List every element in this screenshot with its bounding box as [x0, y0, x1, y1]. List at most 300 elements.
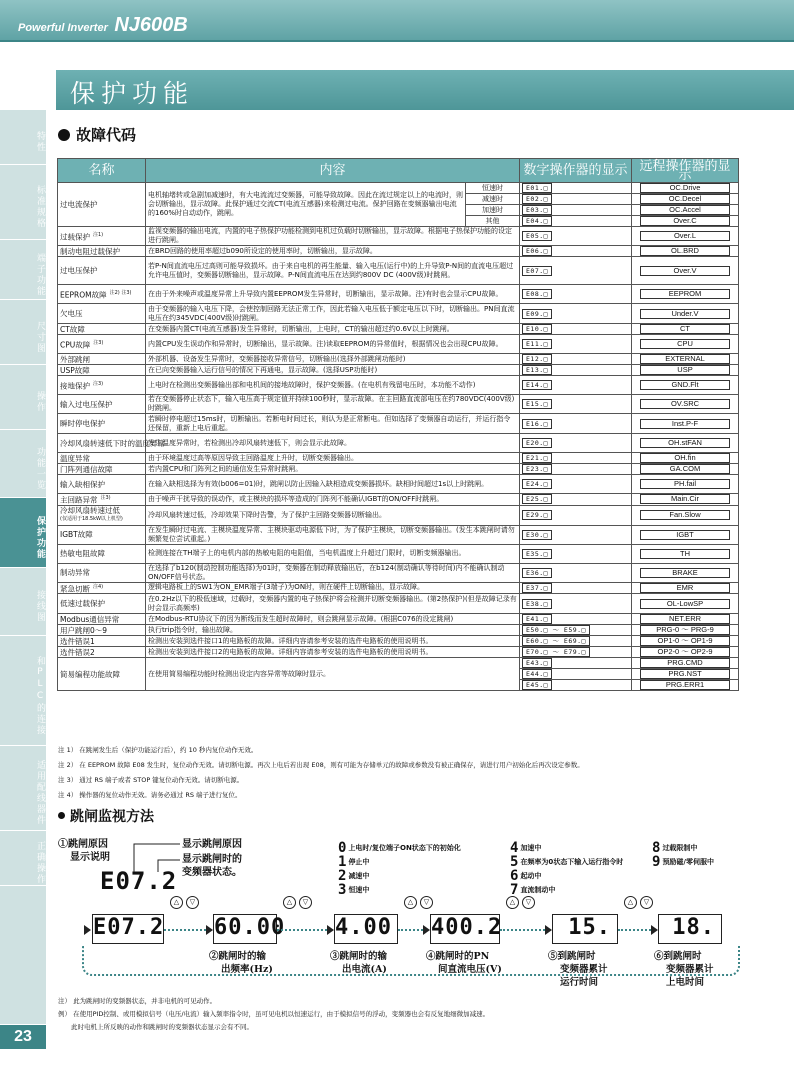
- fault-description: 在使用简易编程功能时检测出设定内容异常等故障时显示。: [146, 658, 520, 691]
- side-tab-9[interactable]: 适用配线器件: [0, 746, 46, 831]
- legend-digit: 1: [338, 854, 347, 870]
- down-key-icon[interactable]: ▽: [186, 896, 199, 909]
- remote-display-cell: [632, 525, 739, 544]
- fault-name: [58, 594, 146, 614]
- remote-display-cell: [632, 183, 739, 194]
- legend-text: 在频率为0状态下输入运行指令时: [520, 858, 624, 866]
- caption-line: ③跳闸时的输: [330, 951, 388, 962]
- fault-name-text: CT故障: [60, 324, 85, 334]
- legend-digit: 7: [510, 882, 519, 898]
- remote-code: CPU: [640, 339, 730, 349]
- legend-text: 直流制动中: [520, 886, 556, 894]
- remote-code: OH.fin: [640, 453, 730, 463]
- fault-name-text: 冷却风扇转速过低: [60, 506, 120, 515]
- col-header-remote: 远程操作器的显示: [632, 159, 739, 183]
- digital-code: E16.□: [522, 419, 552, 429]
- table-row: [58, 614, 739, 625]
- digital-code: E24.□: [522, 479, 552, 489]
- right-arrow-icon: [84, 925, 91, 935]
- remote-display-cell: [632, 582, 739, 594]
- legend-text: 加速中: [520, 844, 542, 852]
- fault-description: 发生温度异常时，若检测出冷却风扇转速低下，则会显示此故障。: [146, 434, 520, 453]
- legend-digit: 3: [338, 882, 347, 898]
- remote-display-cell: [632, 205, 739, 216]
- fault-name: [58, 525, 146, 544]
- remote-display-cell: [632, 505, 739, 525]
- legend-text: 停止中: [348, 858, 370, 866]
- trip-display-4: 15.: [552, 914, 618, 944]
- fault-name: 简易编程功能故障: [58, 658, 146, 691]
- cause-label-line1: ①跳闸原因: [58, 839, 108, 850]
- fault-description: 上电时在检测出变频器输出部和电机间的接地故障时，保护变频器。(在电机有残留电压时，本功能不动作): [146, 376, 520, 395]
- up-key-icon[interactable]: △: [170, 896, 183, 909]
- table-row: [58, 464, 739, 475]
- page-title: 保护功能: [70, 79, 195, 108]
- fault-description: 外部机器、设备发生异常时，变频器接收异常信号，切断输出(选择外部跳闸功能时): [146, 354, 520, 365]
- legend-item: [652, 854, 714, 870]
- page-title-band: [56, 70, 794, 110]
- caption-line: 运行时间: [560, 977, 599, 988]
- legend-text: 减速中: [348, 872, 370, 880]
- table-row: [58, 354, 739, 365]
- remote-display-cell: [632, 246, 739, 257]
- side-tab-1[interactable]: 标准规格: [0, 165, 46, 240]
- digital-code: E10.□: [522, 324, 552, 334]
- fault-name-text: 门阵列通信故障: [60, 464, 113, 474]
- digital-display-cell: [520, 475, 632, 494]
- fault-description: 若内置CPU和门阵列之间的通信发生异常时跳闸。: [146, 464, 520, 475]
- fault-name: [58, 636, 146, 647]
- table-row: [58, 395, 739, 414]
- remote-display-cell: [632, 335, 739, 354]
- remote-code: OC.Decel: [640, 194, 730, 204]
- caption-line: 出电流(A): [342, 964, 387, 975]
- digital-display-cell: [520, 365, 632, 376]
- fault-name: [58, 464, 146, 475]
- digital-display-cell: [520, 658, 632, 669]
- table-row: [58, 365, 739, 376]
- fault-note-ref: (仅适用于18.5kW以上机型): [60, 516, 123, 522]
- fault-name: [58, 227, 146, 246]
- legend-text: 上电时/复位端子ON状态下的初始化: [348, 844, 461, 852]
- digital-code: E36.□: [522, 568, 552, 578]
- side-tab-0[interactable]: 特性: [0, 110, 46, 165]
- table-row: [58, 563, 739, 582]
- digital-code: E44.□: [522, 669, 552, 679]
- side-tab-5[interactable]: 功能一览: [0, 430, 46, 498]
- digital-display-cell: [520, 395, 632, 414]
- down-key-icon[interactable]: ▽: [420, 896, 433, 909]
- fault-note-ref: 注3): [93, 339, 104, 346]
- section-title: 故障代码: [76, 126, 137, 144]
- fault-condition: 恒速时: [466, 183, 520, 194]
- caption-line: 上电时间: [666, 977, 705, 988]
- digital-code: E06.□: [522, 246, 552, 256]
- fault-description: 在由于外来噪声或温度异常上升导致内置EEPROM发生异常时，切断输出，显示故障。注)有时也会显示CPU故障。: [146, 285, 520, 304]
- fault-note-ref: 注3): [100, 495, 111, 501]
- remote-code: Inst.P-F: [640, 419, 730, 429]
- fault-description: 由于变频器的输入电压下降，会使控制回路无法正常工作，因此若输入电压低于额定电压以下时，切断输出。PN间直流电压在约345VDC(400V级)时跳闸。: [146, 304, 520, 324]
- digital-display-cell: [520, 246, 632, 257]
- table-row: [58, 414, 739, 434]
- fault-name: [58, 376, 146, 395]
- digital-display-cell: [520, 205, 632, 216]
- caption-line: ④跳闸时的PN: [426, 951, 490, 962]
- sequence-connector: [164, 929, 206, 931]
- digital-code: E25.□: [522, 494, 552, 504]
- legend-digit: 9: [652, 854, 661, 870]
- legend-digit: 6: [510, 868, 519, 884]
- sequence-connector: [277, 929, 327, 931]
- trip-display-0: E07.2: [92, 914, 164, 944]
- remote-display-cell: [632, 414, 739, 434]
- section-heading-trip-monitor: [58, 806, 154, 826]
- remote-code: OH.stFAN: [640, 438, 730, 448]
- digital-code: E37.□: [522, 583, 552, 593]
- digital-display-cell: [520, 680, 632, 691]
- remote-code: Over.V: [640, 266, 730, 276]
- fault-name: [58, 434, 165, 453]
- remote-code: PRG.NST: [640, 669, 730, 679]
- remote-display-cell: [632, 464, 739, 475]
- fault-name: [58, 324, 146, 335]
- fault-note-ref: 注3): [93, 380, 104, 387]
- remote-code: OP1-0 ～ OP1-9: [640, 636, 730, 646]
- caption-line: 出频率(Hz): [221, 964, 273, 975]
- legend-digit: 5: [510, 854, 519, 870]
- table-row: [58, 285, 739, 304]
- sequence-connector: [618, 929, 651, 931]
- digital-code: E14.□: [522, 380, 552, 390]
- bottom-note-line: 注） 此为跳闸时的变频器状态，并非电机的可见动作。: [58, 997, 217, 1005]
- table-row: [58, 475, 739, 494]
- remote-display-cell: [632, 563, 739, 582]
- remote-code: PRG.CMD: [640, 658, 730, 668]
- fault-description: 检测出安装到选件接口1的电路板的故障。详细内容请参考安装的选件电路板的使用说明书。: [146, 636, 520, 647]
- section-title: 跳闸监视方法: [70, 809, 154, 825]
- digital-display-cell: [520, 636, 632, 647]
- remote-code: PRG.ERR1: [640, 680, 730, 690]
- fault-name: [58, 475, 146, 494]
- fault-name: [58, 647, 146, 658]
- remote-code: CT: [640, 324, 730, 334]
- down-key-icon[interactable]: ▽: [640, 896, 653, 909]
- digital-display-cell: [520, 216, 632, 227]
- legend-text: 起动中: [520, 872, 542, 880]
- caption-line: 变频器累计: [666, 964, 714, 975]
- digital-code: E38.□: [522, 599, 552, 609]
- digital-code: E05.□: [522, 231, 552, 241]
- side-tab-10[interactable]: 正确操作: [0, 831, 46, 886]
- table-notes: [58, 743, 584, 803]
- digital-display-cell: [520, 625, 632, 636]
- remote-code: GA.COM: [640, 464, 730, 474]
- fault-name-text: USP故障: [60, 365, 90, 375]
- legend-item: [510, 882, 555, 898]
- digital-display-cell: [520, 494, 632, 506]
- side-nav: [0, 110, 46, 1024]
- digital-display-cell: [520, 376, 632, 395]
- fault-name-text: IGBT故障: [60, 530, 93, 539]
- table-row: [58, 324, 739, 335]
- right-arrow-icon: [423, 925, 430, 935]
- remote-code: EEPROM: [640, 289, 730, 299]
- remote-display-cell: [632, 365, 739, 376]
- down-key-icon[interactable]: ▽: [299, 896, 312, 909]
- remote-code: BRAKE: [640, 568, 730, 578]
- fault-name-text: 输入过电压保护: [60, 399, 113, 409]
- fault-description: 执行trip指令时，输出故障。: [146, 625, 520, 636]
- fault-name-text: 低速过载保护: [60, 599, 105, 608]
- trip-display-3: 400.2: [430, 914, 500, 944]
- fault-description: 由于环境温度过高等原因导致主回路温度上升时，切断变频器输出。: [146, 453, 520, 464]
- remote-display-cell: [632, 354, 739, 365]
- remote-display-cell: [632, 658, 739, 669]
- fault-name: [58, 582, 146, 594]
- brand-logo: [18, 14, 188, 37]
- fault-name-text: 接地保护: [60, 381, 90, 391]
- table-row: [58, 257, 739, 285]
- fault-description: 若在变频器停止状态下，输入电压高于规定值并持续100秒时，显示故障。在主回路直流部电压在约780VDC(400V级)时跳闸。: [146, 395, 520, 414]
- fault-name: [58, 544, 146, 563]
- caption-line: ⑤到跳闸时: [548, 951, 596, 962]
- note-line: 注 3） 通过 RS 端子或者 STOP 键复位动作无效。请切断电源。: [58, 776, 244, 784]
- page-number: 23: [0, 1025, 46, 1049]
- show-state-line1: 显示跳闸时的: [182, 854, 242, 865]
- fault-description: 若P-N间直流电压过高则可能导致损坏。由于来自电机的再生能量、输入电压(运行中)的上升导致P-N间的直流电压超过允许电压值时，变频器切断输出，显示故障。P-N间直流电压在达到约800V DC (400V级)时跳闸。: [146, 257, 520, 285]
- digital-code: E30.□: [522, 530, 552, 540]
- table-row: [58, 525, 739, 544]
- side-tab-2[interactable]: 端子功能: [0, 240, 46, 300]
- remote-display-cell: [632, 257, 739, 285]
- table-row: [58, 647, 739, 658]
- remote-code: OL-LowSP: [640, 599, 730, 609]
- table-row: [58, 335, 739, 354]
- remote-code: EXTERNAL: [640, 354, 730, 364]
- example-display: E07.2: [100, 868, 164, 898]
- digital-display-cell: [520, 594, 632, 614]
- legend-digit: 2: [338, 868, 347, 884]
- table-row: [58, 494, 739, 506]
- table-row: [58, 304, 739, 324]
- brand-model: NJ600B: [114, 14, 188, 36]
- fault-name-text: 温度异常: [60, 453, 90, 463]
- bottom-notes: [58, 995, 489, 1034]
- fault-name-text: 选件错误2: [60, 647, 95, 657]
- up-key-icon[interactable]: △: [283, 896, 296, 909]
- fault-condition: 加速时: [466, 205, 520, 216]
- digital-code: E60.□ ～ E69.□: [522, 636, 590, 646]
- digital-code: E08.□: [522, 289, 552, 299]
- show-cause-label: 显示跳闸原因: [182, 839, 242, 850]
- fault-description: 在变频器内置CT(电流互感器)发生异常时，切断输出，上电时，CT的输出超过约0.6V以上时跳闸。: [146, 324, 520, 335]
- remote-code: OC.Accel: [640, 205, 730, 215]
- fault-name: [58, 354, 146, 365]
- remote-code: OC.Drive: [640, 183, 730, 193]
- sequence-connector: [500, 929, 545, 931]
- bullet-icon: [58, 129, 70, 141]
- fault-description: 在0.2Hz以下的极低速域，过载时，变频器内置的电子热保护将会检测并切断变频器输出。(第2热保护)(但是故障记录有时会显示高频率): [146, 594, 520, 614]
- note-line: 注 1） 在跳闸发生后（保护功能运行后），约 10 秒内复位动作无效。: [58, 746, 258, 754]
- table-row: [58, 227, 739, 246]
- digital-code: E29.□: [522, 510, 552, 520]
- remote-code: NET.ERR: [640, 614, 730, 624]
- side-tab-3[interactable]: 尺寸图: [0, 300, 46, 365]
- section-heading-fault-codes: [58, 124, 136, 145]
- remote-display-cell: [632, 304, 739, 324]
- fault-name: [58, 257, 146, 285]
- digital-display-cell: [520, 505, 632, 525]
- fault-description: 在Modbus-RTU协议下的因为断线而发生超时故障时，则会跳闸显示故障。(根据C076的设定跳闸): [146, 614, 520, 625]
- digital-code: E35.□: [522, 549, 552, 559]
- digital-display-cell: [520, 285, 632, 304]
- digital-display-cell: [520, 614, 632, 625]
- digital-code: E01.□: [522, 183, 552, 193]
- remote-display-cell: [632, 544, 739, 563]
- legend-text: 预励磁/零伺服中: [662, 858, 714, 866]
- remote-display-cell: [632, 647, 739, 658]
- digital-code: E04.□: [522, 216, 552, 226]
- trip-display-1: 60.00: [213, 914, 277, 944]
- legend-digit: 8: [652, 840, 661, 856]
- fault-name: [58, 285, 146, 304]
- up-key-icon[interactable]: △: [404, 896, 417, 909]
- fault-name-text: EEPROM故障: [60, 290, 107, 300]
- fault-description: 在选择了b120(制动控制功能选择)为01时，变频器在制动释放输出后，在b124(制动确认等待时间)内不能确认制动ON/OFF信号状态。: [146, 563, 520, 582]
- digital-code: E23.□: [522, 464, 552, 474]
- digital-display-cell: [520, 669, 632, 680]
- remote-display-cell: [632, 625, 739, 636]
- remote-code: OP2-0 ～ OP2-9: [640, 647, 730, 657]
- fault-name: 过电流保护: [58, 183, 146, 227]
- table-row: [58, 453, 739, 464]
- digital-code: E20.□: [522, 438, 552, 448]
- legend-digit: 0: [338, 840, 347, 856]
- fault-name: [58, 625, 146, 636]
- digital-display-cell: [520, 194, 632, 205]
- digital-code: E45.□: [522, 680, 552, 690]
- digital-display-cell: [520, 434, 632, 453]
- remote-display-cell: [632, 614, 739, 625]
- side-tab-8[interactable]: 和PLC的连接: [0, 636, 46, 746]
- down-key-icon[interactable]: ▽: [522, 896, 535, 909]
- fault-name: [58, 505, 146, 525]
- digital-display-cell: [520, 582, 632, 594]
- fault-name-text: 输入缺相保护: [60, 479, 105, 489]
- remote-code: Under.V: [640, 309, 730, 319]
- fault-name: [58, 395, 146, 414]
- remote-code: TH: [640, 549, 730, 559]
- remote-code: IGBT: [640, 530, 730, 540]
- table-row: [58, 594, 739, 614]
- fault-description: 检测出安装到选件接口2的电路板的故障。详细内容请参考安装的选件电路板的使用说明书。: [146, 647, 520, 658]
- up-key-icon[interactable]: △: [624, 896, 637, 909]
- remote-code: Fan.Slow: [640, 510, 730, 520]
- remote-display-cell: [632, 376, 739, 395]
- trip-display-2: 4.00: [334, 914, 398, 944]
- remote-display-cell: [632, 453, 739, 464]
- digital-code: E41.□: [522, 614, 552, 624]
- cause-label-line2: 显示说明: [70, 852, 110, 863]
- digital-code: E02.□: [522, 194, 552, 204]
- side-tab-6[interactable]: 保护功能: [0, 498, 46, 568]
- table-row: [58, 434, 739, 453]
- digital-display-cell: [520, 464, 632, 475]
- side-tab-4[interactable]: 操作: [0, 365, 46, 430]
- legend-item: [338, 882, 369, 898]
- legend-digit: 4: [510, 840, 519, 856]
- remote-display-cell: [632, 636, 739, 647]
- remote-display-cell: [632, 680, 739, 691]
- fault-name-text: 瞬时停电保护: [60, 419, 105, 428]
- remote-display-cell: [632, 227, 739, 246]
- fault-name: [58, 304, 146, 324]
- fault-description: 电机轴堵转或急剧加减速时，有大电流流过变频器，可能导致故障。因此在流过规定以上的电流时，则会切断输出，显示故障。此保护通过交流CT(电流互感器)来检测过电流。保护回路在变频器输出电流的160%时自动动作，跳闸。: [146, 183, 466, 227]
- right-arrow-icon: [651, 925, 658, 935]
- remote-display-cell: [632, 594, 739, 614]
- digital-display-cell: [520, 324, 632, 335]
- caption-line: 间直流电压(V): [438, 964, 502, 975]
- digital-code: E03.□: [522, 205, 552, 215]
- fault-description: 检测连接在TH端子上的电机内部的热敏电阻的电阻值，当电机温度上升超过门限时，切断变频器输出。: [146, 544, 520, 563]
- fault-description: 监视变频器的输出电流，内置的电子热保护功能检测到电机过负载时切断输出，显示故障。根据电子热保护功能的设定进行跳闸。: [146, 227, 520, 246]
- table-header-row: [58, 159, 739, 183]
- fault-name: [58, 365, 146, 376]
- right-arrow-icon: [545, 925, 552, 935]
- col-header-name: 名称: [58, 159, 146, 183]
- trip-display-5: 18.: [658, 914, 722, 944]
- callout-lines: [130, 840, 190, 880]
- col-header-digital: 数字操作器的显示: [520, 159, 632, 183]
- fault-description: 由于噪声干扰导致的误动作，或主模块的损坏等造成的门阵列不能确认IGBT的ON/OFF时跳闸。: [146, 494, 520, 506]
- fault-name-text: 制动异常: [60, 568, 90, 577]
- fault-description: 内置CPU发生误动作和异常时，切断输出，显示故障。注)读取EEPROM的异常值时，根据情况也会出现CPU故障。: [146, 335, 520, 354]
- remote-display-cell: [632, 324, 739, 335]
- fault-name-text: CPU故障: [60, 340, 91, 350]
- fault-condition: 减速时: [466, 194, 520, 205]
- table-row: [58, 625, 739, 636]
- fault-name-text: 外部跳闸: [60, 354, 90, 364]
- table-row: [58, 658, 739, 669]
- digital-display-cell: [520, 647, 632, 658]
- table-row: [58, 636, 739, 647]
- top-banner: [0, 0, 794, 42]
- remote-display-cell: [632, 494, 739, 506]
- caption-line: ②跳闸时的输: [209, 951, 267, 962]
- remote-code: OL.BRD: [640, 246, 730, 256]
- side-tab-7[interactable]: 接线图: [0, 568, 46, 636]
- digital-display-cell: [520, 453, 632, 464]
- up-key-icon[interactable]: △: [506, 896, 519, 909]
- fault-name-text: Modbus通信异常: [60, 614, 120, 624]
- digital-code: E43.□: [522, 658, 552, 668]
- fault-name-text: 制动电阻过载保护: [60, 246, 120, 256]
- remote-code: EMR: [640, 583, 730, 593]
- digital-display-cell: [520, 257, 632, 285]
- digital-code: E12.□: [522, 354, 552, 364]
- show-state-line2: 变频器状态。: [182, 867, 242, 878]
- fault-description: 在已向变频器输入运行信号的情况下再通电，显示故障。(选择USP功能时): [146, 365, 520, 376]
- digital-display-cell: [520, 563, 632, 582]
- loop-back-line: [82, 946, 740, 976]
- digital-display-cell: [520, 544, 632, 563]
- digital-display-cell: [520, 335, 632, 354]
- caption-line: 变频器累计: [560, 964, 608, 975]
- fault-name-text: 用户跳闸0～9: [60, 625, 108, 635]
- fault-name: [58, 414, 146, 434]
- remote-display-cell: [632, 475, 739, 494]
- fault-note-ref: 注4): [93, 583, 104, 590]
